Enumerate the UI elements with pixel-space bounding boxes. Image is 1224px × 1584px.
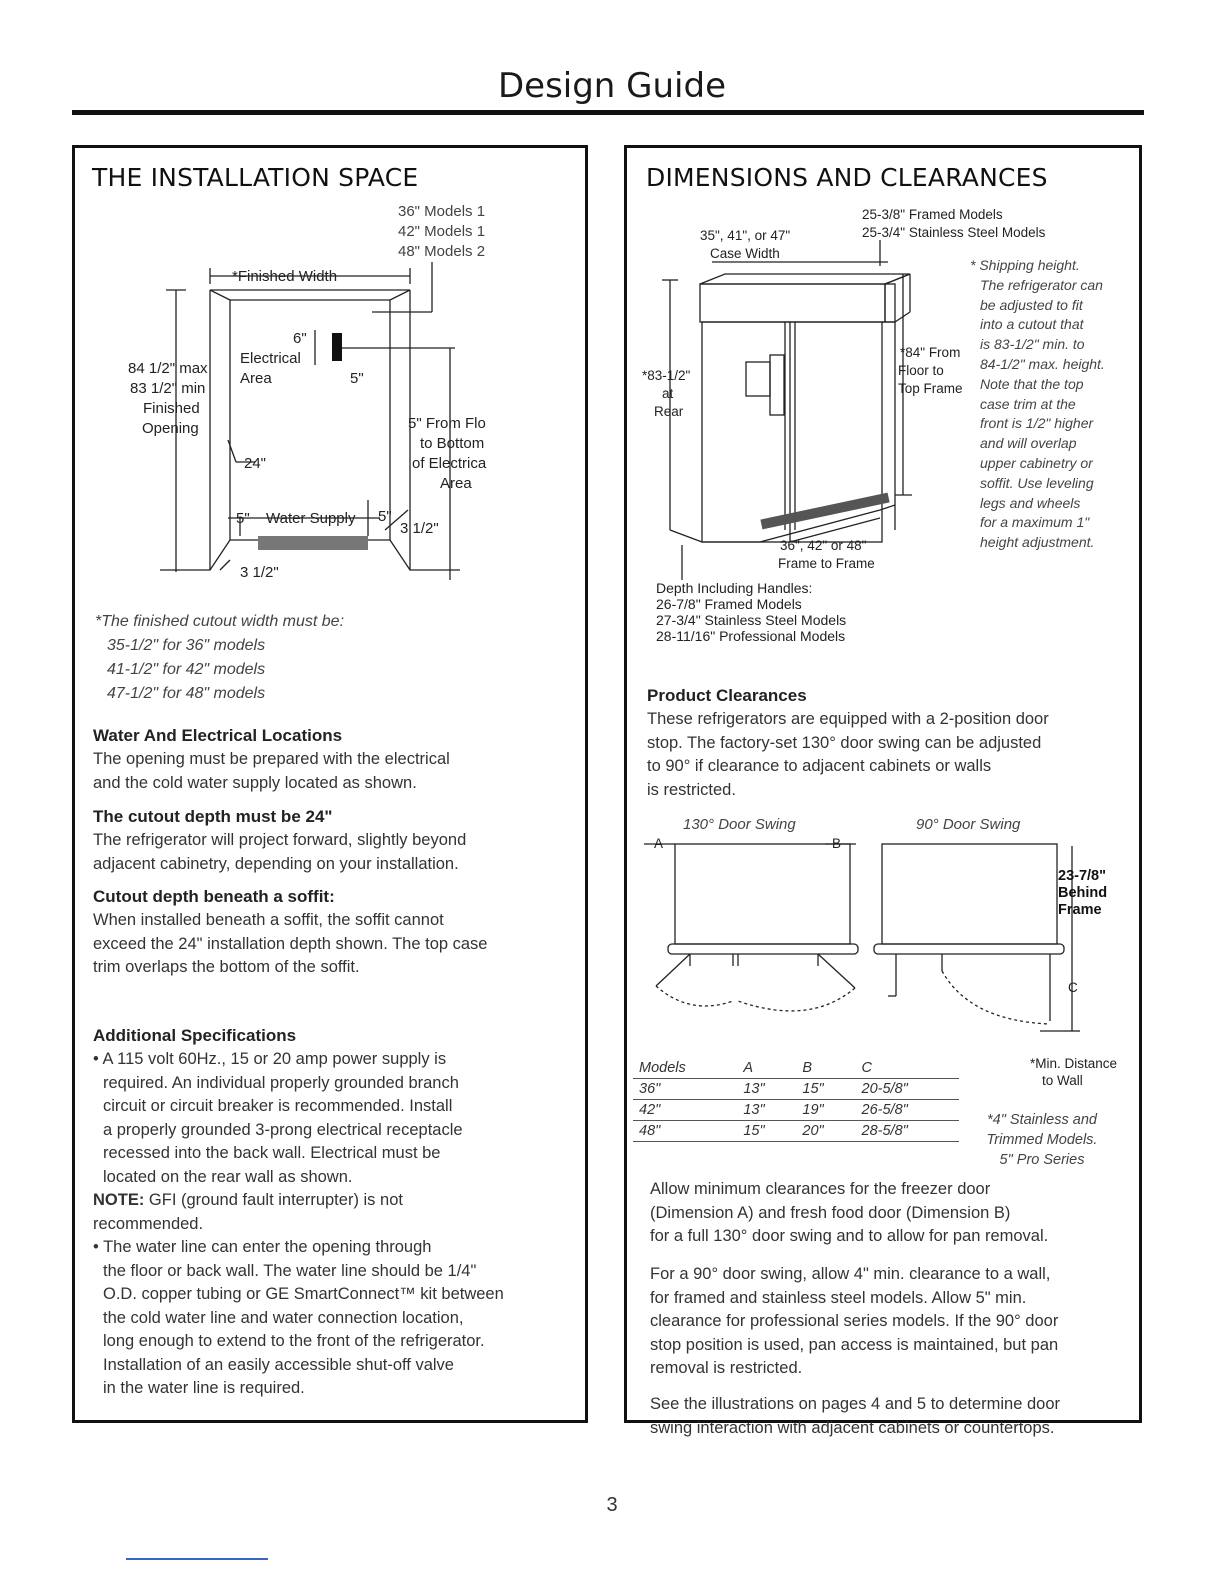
soffit-line: trim overlaps the bottom of the soffit. (93, 958, 360, 976)
additional-specs-title: Additional Specifications (93, 1026, 297, 1045)
footer-line (126, 1558, 268, 1560)
shipping-note-line: The refrigerator can (980, 276, 1103, 293)
swing-90-box (882, 844, 1057, 944)
para-line: for framed and stainless steel models. Allow 5" min. (650, 1288, 1027, 1307)
behind-frame-label (1058, 868, 1107, 919)
soffit-section (93, 885, 573, 980)
title-rule (72, 110, 1144, 115)
dispenser-handle (770, 355, 784, 415)
spec-bullet-line: a properly grounded 3-prong electrical receptacle (103, 1120, 463, 1139)
stainless-top-label: 25-3/4" Stainless Steel Models (862, 225, 1046, 240)
six-inch-label: 6" (293, 330, 307, 347)
para-line: clearance for professional series models. If the 90° door (650, 1312, 1059, 1330)
min-distance-line2: to Wall (1042, 1073, 1083, 1088)
shipping-note-line: and will overlap (980, 435, 1077, 452)
depth-including-handles (656, 580, 846, 644)
table-cell: 28-5/8" (856, 1121, 959, 1142)
para-line: removal is restricted. (650, 1359, 803, 1377)
shipping-note-line: be adjusted to fit (980, 296, 1083, 313)
water-left-label: 5" (236, 510, 250, 527)
from-floor-line4: Area (440, 475, 472, 492)
product-clearances-section (647, 684, 1127, 802)
shipping-note-line: upper cabinetry or (980, 454, 1093, 471)
table-cell: 20" (796, 1121, 855, 1142)
depth-24-label: 24" (244, 455, 267, 472)
shipping-note-line: 84-1/2" max. height. (980, 355, 1105, 372)
spec-bullet-line: recessed into the back wall. Electrical must be (103, 1144, 441, 1162)
spec-bullet-line: the cold water line and water connection location, (103, 1308, 464, 1327)
header-c: C (856, 1058, 959, 1079)
page-title: Design Guide (497, 66, 727, 106)
swing-130-box (675, 844, 850, 944)
case-width-line1: 35", 41", or 47" (700, 228, 791, 243)
depth-line: 26-7/8" Framed Models (656, 596, 802, 612)
shipping-note-line: into a cutout that (980, 316, 1084, 333)
three-half-bottom-label: 3 1/2" (240, 564, 279, 581)
finished-label: Finished (143, 400, 200, 417)
from-floor-line2: to Bottom (420, 435, 485, 452)
models-48-label: 48" Models 2 (398, 243, 486, 260)
clearance-line: to 90° if clearance to adjacent cabinets or walls (647, 757, 992, 775)
header-a: A (737, 1058, 796, 1079)
cutout-48: 47-1/2" for 48" models (107, 685, 266, 702)
dimension-a-label: A (654, 836, 664, 851)
note-text: GFI (ground fault interrupter) is not (144, 1191, 403, 1209)
framed-top-label: 25-3/8" Framed Models (862, 207, 1003, 222)
table-cell: 13" (737, 1100, 796, 1121)
dimensions-heading: DIMENSIONS AND CLEARANCES (646, 163, 1048, 192)
shipping-note-line: height adjustment. (980, 534, 1095, 551)
swing-90-label: 90° Door Swing (916, 816, 1021, 833)
dimension-c-label: C (1068, 980, 1078, 995)
cutout-width-note (95, 610, 344, 706)
spec-bullet-line: long enough to extend to the front of the refrigerator. (103, 1332, 485, 1350)
table-cell: 36" (633, 1079, 737, 1100)
para-line: See the illustrations on pages 4 and 5 to determine door (650, 1395, 1061, 1413)
cutout-42: 41-1/2" for 42" models (107, 661, 266, 678)
table-cell: 48" (633, 1121, 737, 1142)
swing-130-label: 130° Door Swing (683, 816, 796, 833)
note-label: NOTE: (93, 1191, 145, 1209)
depth-line: 27-3/4" Stainless Steel Models (656, 612, 847, 628)
para-line: (Dimension A) and fresh food door (Dimension B) (650, 1203, 1011, 1222)
finished-width-label: *Finished Width (232, 268, 338, 285)
models-36-label: 36" Models 1 (398, 203, 486, 220)
spec-bullet-line: circuit or circuit breaker is recommended. Install (103, 1097, 453, 1115)
stainless-note-line: *4" Stainless and (987, 1112, 1097, 1128)
table-header-row (633, 1058, 959, 1079)
note-text-2: recommended. (93, 1214, 204, 1233)
clearance-line: These refrigerators are equipped with a 2-position door (647, 710, 1049, 728)
five-inch-label: 5" (350, 370, 364, 387)
shipping-note-line: for a maximum 1" (980, 514, 1090, 531)
table-cell: 13" (737, 1079, 796, 1100)
shipping-note-line: legs and wheels (980, 494, 1081, 511)
behind-frame-line: Behind (1058, 885, 1108, 901)
table-cell: 20-5/8" (856, 1079, 959, 1100)
clearance-line: stop. The factory-set 130° door swing can be adjusted (647, 733, 1042, 752)
table-cell: 15" (796, 1079, 855, 1100)
para-line: For a 90° door swing, allow 4" min. clearance to a wall, (650, 1265, 1051, 1283)
water-electrical-line: The opening must be prepared with the electrical (93, 750, 450, 768)
electrical-label: Electrical (240, 350, 301, 367)
top-trim (700, 274, 910, 284)
additional-specs-section (93, 1024, 573, 1401)
table-cell: 26-5/8" (856, 1100, 959, 1121)
min-distance-line1: *Min. Distance (1030, 1056, 1118, 1071)
cutout-36: 35-1/2" for 36" models (107, 637, 266, 654)
water-supply-label: Water Supply (266, 510, 356, 527)
stainless-note-line: 5" Pro Series (999, 1152, 1085, 1168)
height-max-label: 84 1/2" max (128, 360, 208, 377)
para-line: for a full 130° door swing and to allow for pan removal. (650, 1227, 1049, 1245)
table-row (633, 1121, 959, 1142)
shipping-note-line: case trim at the (980, 395, 1076, 412)
cutout-depth-line: adjacent cabinetry, depending on your installation. (93, 854, 459, 873)
cutout-depth-section (93, 805, 573, 876)
three-half-right-label: 3 1/2" (400, 520, 439, 537)
shipping-note-line: Note that the top (980, 375, 1084, 392)
cutout-depth-title: The cutout depth must be 24" (93, 807, 333, 826)
rear-height-line3: Rear (654, 404, 684, 419)
swing-130-trim (668, 944, 858, 954)
installation-space-heading: THE INSTALLATION SPACE (92, 163, 419, 192)
table-cell: 42" (633, 1100, 737, 1121)
clearance-paragraph-3 (650, 1393, 1130, 1440)
spec-bullet-line: O.D. copper tubing or GE SmartConnect™ kit between (103, 1285, 504, 1303)
spec-bullet-line: in the water line is required. (103, 1379, 305, 1397)
para-line: swing interaction with adjacent cabinets or countertops. (650, 1418, 1055, 1437)
stainless-note-line: Trimmed Models. (986, 1132, 1098, 1148)
floor-height-line1: *84" From (900, 345, 961, 360)
spec-bullet-line: the floor or back wall. The water line should be 1/4" (103, 1261, 477, 1280)
clearance-line: is restricted. (647, 780, 736, 799)
shipping-height-note (970, 256, 1105, 553)
floor-height-line2: Floor to (898, 363, 944, 378)
stainless-trimmed-note (962, 1110, 1122, 1170)
table-cell: 15" (737, 1121, 796, 1142)
top-grille (700, 284, 885, 322)
header-b: B (796, 1058, 855, 1079)
clearance-paragraph-1 (650, 1178, 1130, 1249)
para-line: Allow minimum clearances for the freezer door (650, 1180, 991, 1198)
height-min-label: 83 1/2" min (130, 380, 206, 397)
soffit-line: When installed beneath a soffit, the soffit cannot (93, 911, 444, 929)
clearance-table (633, 1058, 959, 1142)
spec-bullet-line: required. An individual properly grounded branch (103, 1073, 459, 1092)
dimension-b-label: B (832, 836, 842, 851)
spec-bullet-line: Installation of an easily accessible shut-off valve (103, 1355, 454, 1374)
shipping-note-line: front is 1/2" higher (980, 415, 1094, 432)
swing-90-trim (874, 944, 1064, 954)
depth-line: Depth Including Handles: (656, 580, 813, 596)
gfi-note (93, 1189, 573, 1213)
soffit-title: Cutout depth beneath a soffit: (93, 887, 335, 906)
water-electrical-line: and the cold water supply located as shown. (93, 773, 417, 792)
behind-frame-line: Frame (1058, 902, 1102, 918)
from-floor-line3: of Electrica (412, 455, 487, 472)
spec-bullet-line: • The water line can enter the opening through (93, 1238, 432, 1256)
shipping-note-line: is 83-1/2" min. to (980, 336, 1085, 353)
spec-bullet-line: • A 115 volt 60Hz., 15 or 20 amp power supply is (93, 1050, 447, 1068)
frame-width-line1: 36", 42" or 48" (780, 538, 867, 553)
product-clearances-title: Product Clearances (647, 686, 807, 705)
electrical-box (332, 333, 342, 361)
shipping-note-line: * Shipping height. (970, 257, 1080, 273)
models-42-label: 42" Models 1 (398, 223, 486, 240)
cutout-intro: *The finished cutout width must be: (95, 613, 345, 630)
frame-width-line2: Frame to Frame (778, 556, 875, 571)
water-electrical-section (93, 724, 573, 795)
cutout-depth-line: The refrigerator will project forward, slightly beyond (93, 831, 467, 849)
area-label: Area (240, 370, 272, 387)
water-supply-area (258, 536, 368, 550)
behind-frame-line: 23-7/8" (1058, 868, 1106, 884)
header-models: Models (633, 1058, 737, 1079)
floor-height-line3: Top Frame (898, 381, 963, 396)
water-right-label: 5" (378, 508, 392, 525)
rear-height-line2: at (662, 386, 674, 401)
toe-kick (760, 493, 889, 530)
clearance-paragraph-2 (650, 1263, 1130, 1381)
table-row (633, 1100, 959, 1121)
shipping-note-line: soffit. Use leveling (980, 474, 1094, 491)
door-swing-diagram (640, 836, 1080, 1046)
rear-height-line1: *83-1/2" (642, 368, 691, 383)
soffit-line: exceed the 24" installation depth shown. The top case (93, 934, 488, 953)
from-floor-line1: 5" From Flo (408, 415, 486, 432)
spec-bullet-line: located on the rear wall as shown. (103, 1167, 353, 1186)
opening-label: Opening (142, 420, 199, 437)
case-width-line2: Case Width (710, 246, 780, 261)
water-electrical-title: Water And Electrical Locations (93, 726, 343, 745)
opening-back (230, 300, 390, 540)
depth-line: 28-11/16" Professional Models (656, 628, 846, 644)
table-row (633, 1079, 959, 1100)
table-cell: 19" (796, 1100, 855, 1121)
dispenser (746, 362, 770, 396)
para-line: stop position is used, pan access is maintained, but pan (650, 1335, 1059, 1354)
page-number: 3 (606, 1494, 618, 1516)
